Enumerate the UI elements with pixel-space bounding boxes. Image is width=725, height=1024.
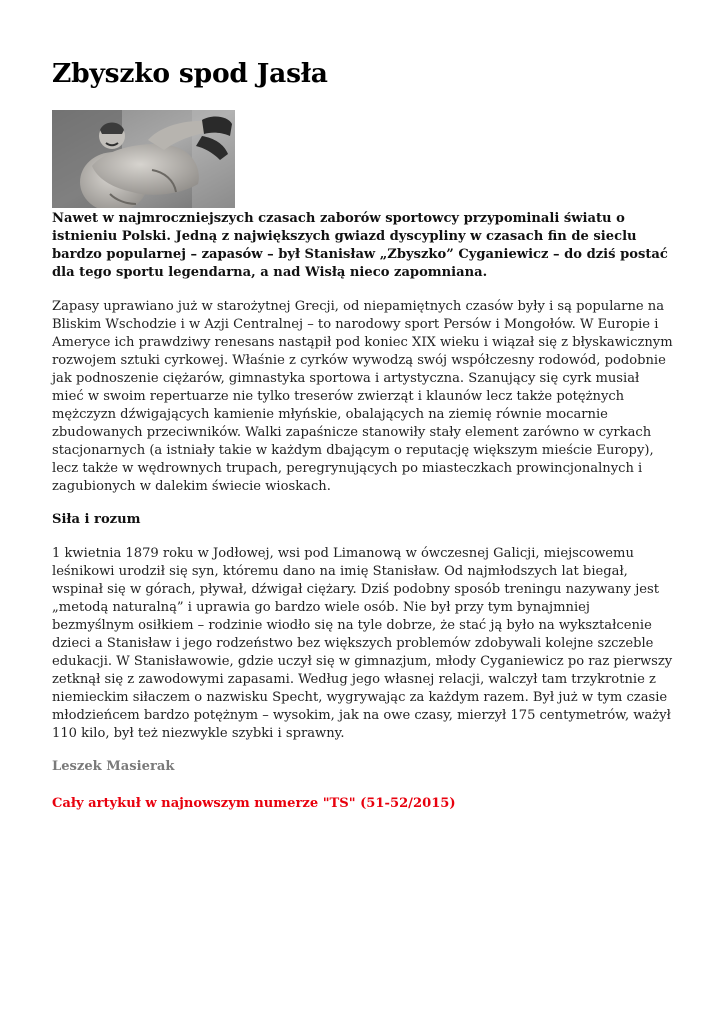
full-article-link[interactable]: Cały artykuł w najnowszym numerze "TS" (51-52/2015) [52,796,456,811]
article-author: Leszek Masierak [52,759,175,774]
article-paragraph-2: 1 kwietnia 1879 roku w Jodłowej, wsi pod Limanową w ówczesnej Galicji, miejscowemu leśnikowi urodził się syn, któremu dano na imię Stanisław. Od najmłodszych lat biegał, wspinał się w górach, pływał, dźwigał ciężary. Dziś podobny sposób treningu nazywany jest „metodą naturalną” i uprawia go bardzo wiele osób. Nie był przy tym bynajmniej bezmyślnym osiłkiem – rodzinie wiodło się na tyle dobrze, że stać ją było na wykształcenie dzieci a Stanisław i jego rodzeństwo bez większych problemów zdobywali kolejne szczeble edukacji. W Stanisławowie, gdzie uczył się w gimnazjum, młody Cyganiewicz po raz pierwszy zetknął się z zawodowymi zapasami. Według jego własnej relacji, walczył tam trzykrotnie z niemieckim siłaczem o nazwisku Specht, wygrywając za każdym razem. Był już w tym czasie młodzieńcem bardzo potężnym – wysokim, jak na owe czasy, mierzył 175 centymetrów, ważył 110 kilo, był też niezwykle szybki i sprawny. [52,546,673,741]
article-lead: Nawet w najmroczniejszych czasach zaborów sportowcy przypominali światu o istnieniu Polski. Jedną z największych gwiazd dyscypliny w czasach fin de sieclu bardzo popularnej – zapasów – był Stanisław „Zbyszko” Cyganiewicz – do dziś postać dla tego sportu legendarna, a nad Wisłą nieco zapomniana. [52,211,668,280]
article-title: Zbyszko spod Jasła [52,58,328,89]
wrestlers-photo [52,110,235,208]
section-heading: Siła i rozum [52,512,141,527]
article-paragraph-1: Zapasy uprawiano już w starożytnej Grecji, od niepamiętnych czasów były i są popularne na Bliskim Wschodzie i w Azji Centralnej – to narodowy sport Persów i Mongołów. W Europie i Ameryce ich prawdziwy renesans nastąpił pod koniec XIX wieku i wiązał się z błyskawicznym rozwojem sztuki cyrkowej. Właśnie z cyrków wywodzą swój współczesny rodowód, podobnie jak podnoszenie ciężarów, gimnastyka sportowa i artystyczna. Szanujący się cyrk musiał mieć w swoim repertuarze nie tylko treserów zwierząt i klaunów lecz także potężnych mężczyzn dźwigających kamienie młyńskie, obalających na ziemię równie mocarnie zbudowanych przeciwników. Walki zapaśnicze stanowiły stały element zarówno w cyrkach stacjonarnych (a istniały takie w każdym dbającym o reputację większym mieście Europy), lecz także w wędrownych trupach, peregrynujących po miasteczkach prowincjonalnych i zagubionych w dalekim świecie wioskach. [52,299,673,494]
